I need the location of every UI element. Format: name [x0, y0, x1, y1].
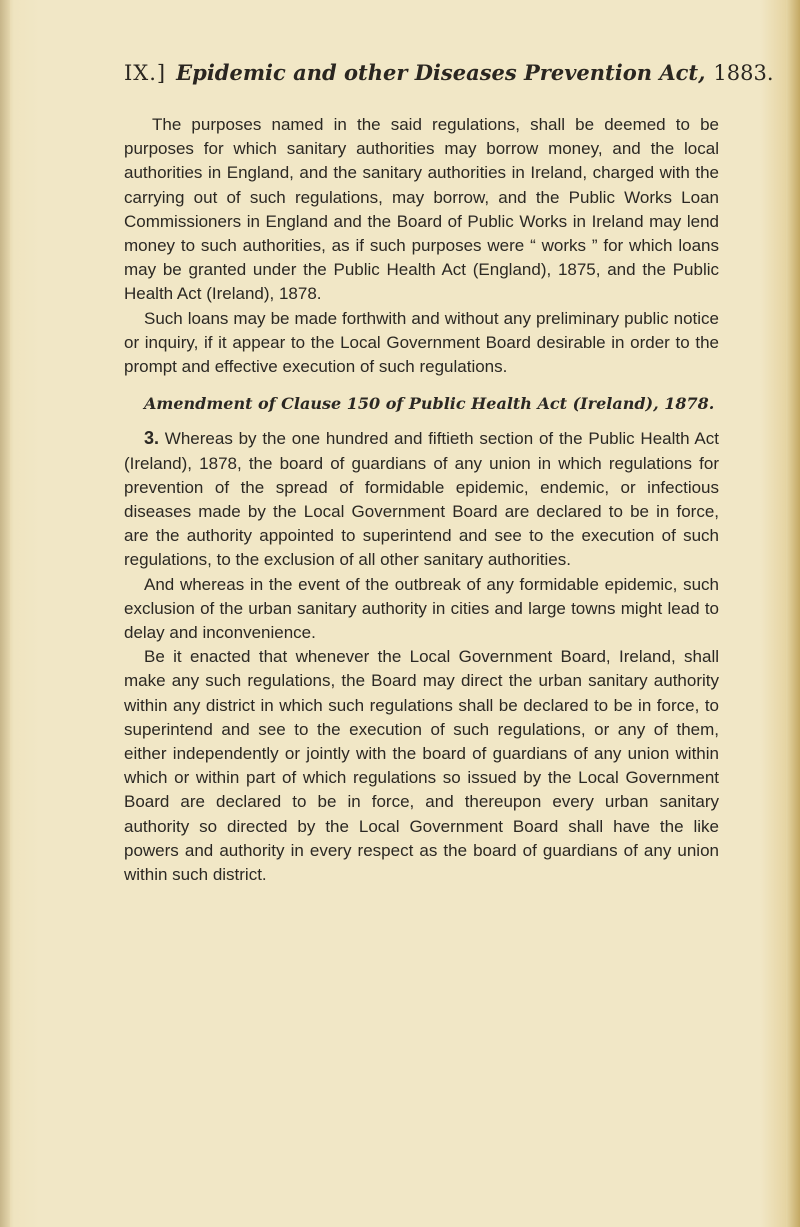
body-text — [124, 113, 719, 887]
running-head-title: Epidemic and other Diseases Prevention Act, — [176, 60, 706, 85]
running-head-year: 1883. — [713, 61, 774, 85]
section-3-text: Whereas by the one hundred and fiftieth section of the Public Health Act (Ireland), 1878, the board of guardians of any union in which regulations for prevention of the spread of formidable epidemic, endemic, or infectious diseases made by the Local Government Board are declared to be in force, are the authority appointed to superintend and see to the execution of such regulations, to the exclusion of all other sanitary authorities. — [124, 429, 719, 570]
paragraph: Such loans may be made forthwith and without any preliminary public notice or inquiry, if it appear to the Local Government Board desirable in order to the prompt and effective execution of such regulations. — [124, 308, 719, 377]
paragraph: And whereas in the event of the outbreak of any formidable epidemic, such exclusion of the urban sanitary authority in cities and large towns might lead to delay and inconvenience. — [124, 574, 719, 643]
paragraph: The purposes named in the said regulations, shall be deemed to be purposes for which sanitary authorities may borrow money, and the local authorities in England, and the sanitary authorities in Ireland, charged with the carrying out of such regulations, may borrow, and the Public Works Loan Commissioners in England and the Board of Public Works in Ireland may lend money to such authorities, as if such purposes were “ works ” for which loans may be granted under the Public Health Act (England), 1875, and the Public Health Act (Ireland), 1878. — [124, 115, 719, 304]
page-right-edge — [786, 0, 800, 1227]
chapter-marker: IX.] — [124, 61, 167, 85]
section-heading: Amendment of Clause 150 of Public Health Act (Ireland), 1878. — [144, 394, 715, 414]
running-head — [124, 60, 774, 85]
page-left-edge — [0, 0, 10, 1227]
section-3-paragraph — [124, 426, 719, 572]
paragraph: Be it enacted that whenever the Local Government Board, Ireland, shall make any such regulations, the Board may direct the urban sanitary authority within any district in which such regulations shall be declared to be in force, to superintend and see to the execution of such regulations, or any of them, either independently or jointly with the board of guardians of any union within which or within part of which regulations so issued by the Local Government Board are declared to be in force, and thereupon every urban sanitary authority so directed by the Local Government Board shall have the like powers and authority in every respect as the board of guardians of any union within such district. — [124, 647, 719, 885]
section-number: 3. — [144, 428, 160, 449]
